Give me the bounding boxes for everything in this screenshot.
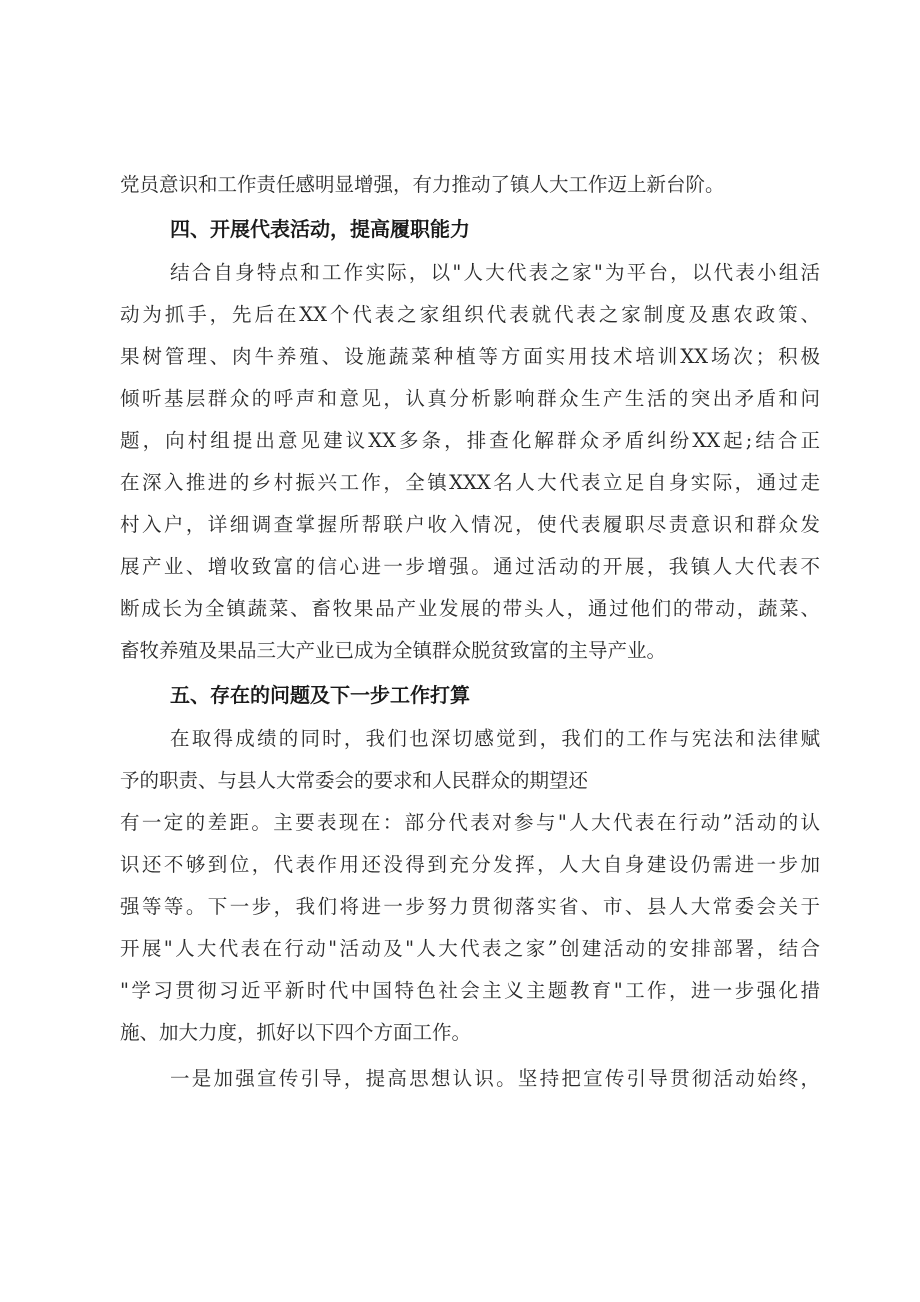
paragraph-line: 畜牧养殖及果品三大产业已成为全镇群众脱贫致富的主导产业。 xyxy=(120,639,667,662)
paragraph-line: 村入户，详细调查掌握所帮联户收入情况，使代表履职尽责意识和群众发 xyxy=(120,513,820,536)
paragraph-line: 断成长为全镇蔬菜、畜牧果品产业发展的带头人，通过他们的带动，蔬菜、 xyxy=(120,597,820,620)
paragraph-line: 一是加强宣传引导，提高思想认识。坚持把宣传引导贯彻活动始终， xyxy=(170,1067,820,1090)
paragraph-line: 倾听基层群众的呼声和意见，认真分析影响群众生产生活的突出矛盾和问 xyxy=(120,387,820,410)
paragraph-line: 在深入推进的乡村振兴工作，全镇XXX名人大代表立足自身实际，通过走 xyxy=(120,471,820,494)
paragraph-line: 题，向村组提出意见建议XX多条，排查化解群众矛盾纠纷XX起;结合正 xyxy=(120,429,820,452)
paragraph-line: 识还不够到位，代表作用还没得到充分发挥，人大自身建设仍需进一步加 xyxy=(120,853,820,876)
section-heading-5: 五、存在的问题及下一步工作打算 xyxy=(170,683,470,707)
paragraph-line: 结合自身特点和工作实际，以"人大代表之家"为平台，以代表小组活 xyxy=(170,261,820,284)
paragraph-line: 果树管理、肉牛养殖、设施蔬菜种植等方面实用技术培训XX场次；积极 xyxy=(120,345,820,368)
paragraph-line: 党员意识和工作责任感明显增强，有力推动了镇人大工作迈上新台阶。 xyxy=(120,173,725,196)
paragraph-line: 有一定的差距。主要表现在：部分代表对参与"人大代表在行动”活动的认 xyxy=(120,811,820,834)
section-heading-4: 四、开展代表活动，提高履职能力 xyxy=(170,217,470,241)
paragraph-line: 强等等。下一步，我们将进一步努力贯彻落实省、市、县人大常委会关于 xyxy=(120,895,820,918)
paragraph-line: 在取得成绩的同时，我们也深切感觉到，我们的工作与宪法和法律赋 xyxy=(170,727,820,750)
paragraph-line: 施、加大力度，抓好以下四个方面工作。 xyxy=(120,1021,472,1044)
paragraph-line: 予的职责、与县人大常委会的要求和人民群众的期望还 xyxy=(120,769,589,792)
paragraph-line: 展产业、增收致富的信心进一步增强。通过活动的开展，我镇人大代表不 xyxy=(120,555,820,578)
paragraph-line: "学习贯彻习近平新时代中国特色社会主义主题教育"工作，进一步强化措 xyxy=(120,979,820,1002)
paragraph-line: 动为抓手，先后在XX个代表之家组织代表就代表之家制度及惠农政策、 xyxy=(120,303,820,326)
paragraph-line: 开展"人大代表在行动"活动及"人大代表之家”创建活动的安排部署，结合 xyxy=(120,937,820,960)
